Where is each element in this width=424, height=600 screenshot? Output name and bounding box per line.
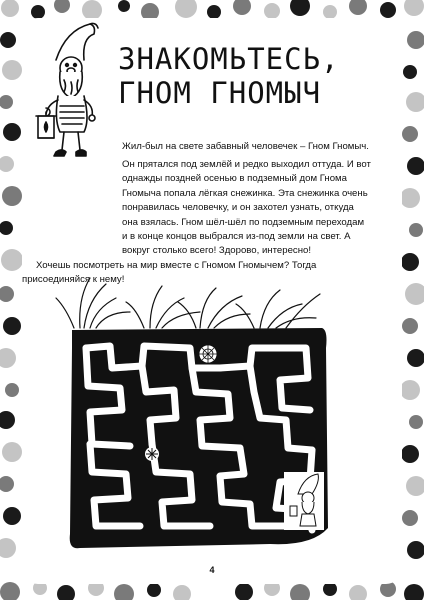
grass-tufts <box>56 278 320 328</box>
snowflake-icon <box>145 447 159 461</box>
page-number: 4 <box>203 561 221 579</box>
intro-invite: Хочешь посмотреть на мир вместе с Гномом Гномычем? Тогда присоединяйся к нему! <box>22 259 317 286</box>
title-line-1: ЗНАКОМЬТЕСЬ, <box>118 42 340 76</box>
title-line-2: ГНОМ ГНОМЫЧ <box>118 76 322 110</box>
gnome-in-maze-icon <box>284 472 324 530</box>
intro-story: Он прятался под землёй и редко выходил оттуда. И вот однажды поздней осенью в подземный дом Гнома Гномыча попала лёгкая снежинка. Эта снежинка очень понравилась человечку, и он захотел узнать, откуда она взялась. Гном шёл-шёл по подземным переходам и в конце концов выбрался из-под земли на свет. А вокруг столько всего! Здорово, интересно! <box>122 159 371 257</box>
spider-web-icon <box>199 345 217 363</box>
gnome-with-lantern-illustration <box>22 20 112 170</box>
underground-maze-illustration <box>50 268 350 558</box>
intro-first-line: Жил-был на свете забавный человечек – Гном Гномыч. <box>122 141 369 152</box>
page-title <box>118 42 368 110</box>
